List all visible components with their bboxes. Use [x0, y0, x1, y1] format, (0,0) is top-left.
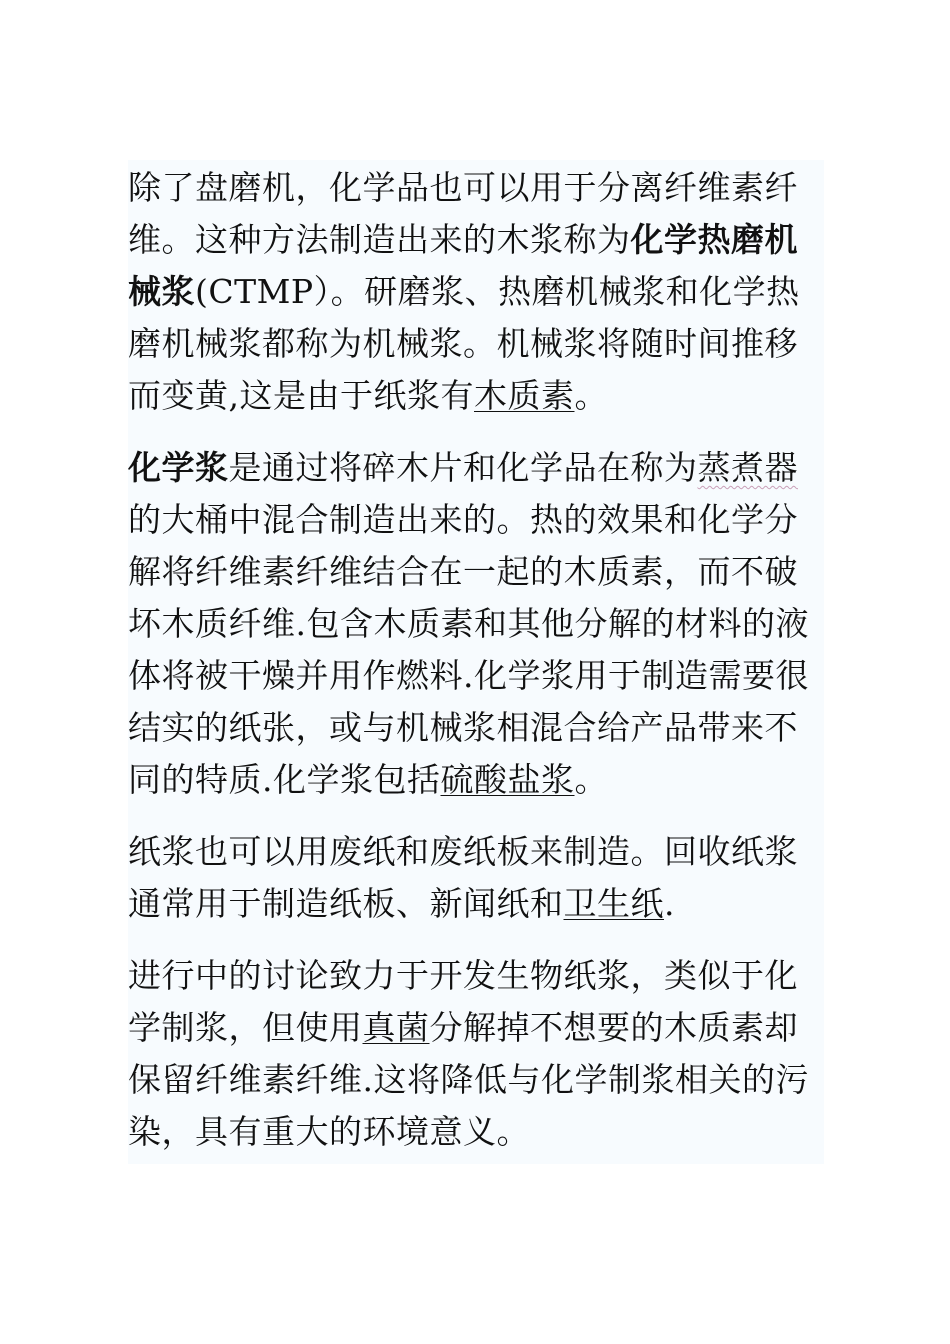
paragraph-chemical-pulp — [128, 440, 824, 806]
term-chemical-pulp: 化学浆 — [128, 448, 229, 487]
text-segment: 。 — [574, 760, 608, 799]
text-segment: . — [664, 884, 675, 923]
paragraph-bio-pulp — [128, 948, 824, 1164]
text-segment: 。 — [574, 376, 608, 415]
paragraph-ctmp — [128, 160, 824, 422]
link-digester[interactable]: 蒸煮器 — [697, 448, 798, 487]
text-segment: 除了盘磨机，化学品也可以用于分离纤维素纤维。这种方法制造出来的木浆称为 — [128, 168, 798, 259]
term-ctmp: 化学热磨机械浆 — [128, 220, 798, 311]
text-segment: 是通过将碎木片和化学品在称为 — [228, 448, 698, 487]
link-kraft-pulp[interactable]: 硫酸盐浆 — [440, 760, 575, 799]
link-toilet-paper[interactable]: 卫生纸 — [563, 884, 664, 923]
paragraph-recycled-pulp — [128, 824, 824, 930]
link-fungi[interactable]: 真菌 — [362, 1008, 430, 1047]
text-segment: 进行中的讨论致力于开发生物纸浆，类似于化学制浆，但使用 — [128, 956, 798, 1047]
text-segment: 纸浆也可以用废纸和废纸板来制造。回收纸浆通常用于制造纸板、新闻纸和 — [128, 832, 798, 923]
link-lignin[interactable]: 木质素 — [474, 376, 575, 415]
article-body — [128, 160, 824, 1164]
text-segment: (CTMP）。研磨浆、热磨机械浆和化学热磨机械浆都称为机械浆。机械浆将随时间推移而变黄,这是由于纸浆有 — [128, 272, 800, 415]
text-segment: 的大桶中混合制造出来的。热的效果和化学分解将纤维素纤维结合在一起的木质素，而不破坏木质纤维.包含木质素和其他分解的材料的液体将被干燥并用作燃料.化学浆用于制造需要很结实的纸张，或与机械浆相混合给产品带来不同的特质.化学浆包括 — [128, 500, 809, 799]
text-segment: 分解掉不想要的木质素却保留纤维素纤维.这将降低与化学制浆相关的污染，具有重大的环境意义。 — [128, 1008, 809, 1151]
